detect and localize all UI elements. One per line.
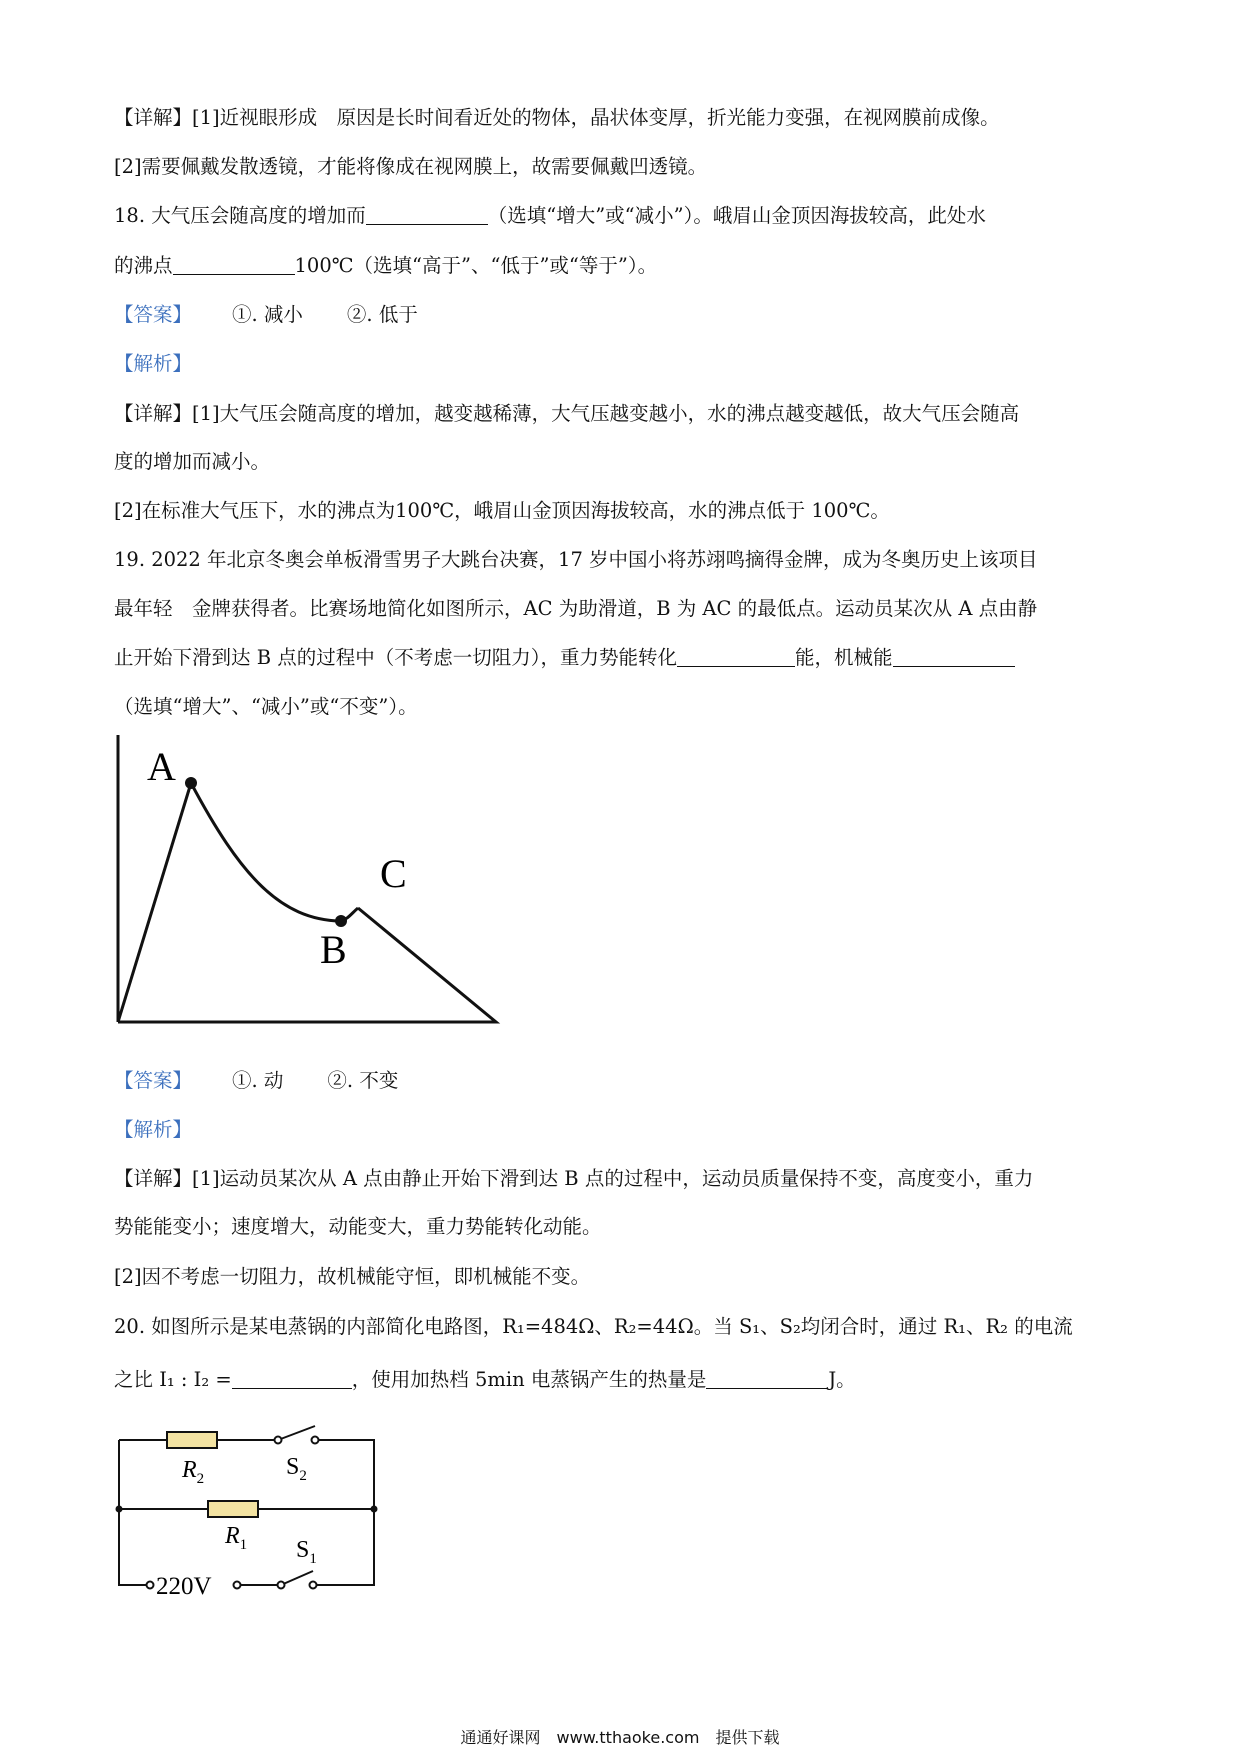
q19-answer (114, 1066, 398, 1096)
label-s2: $S_2$ (286, 1454, 307, 1484)
q18-question-line-1 (114, 201, 986, 231)
s1-contact-right (310, 1582, 317, 1589)
s2-contact-left (275, 1437, 282, 1444)
switch-s1-blade (281, 1571, 313, 1585)
q19-question-line-2: 最年轻 金牌获得者。比赛场地简化如图所示，AC 为助滑道，B 为 AC 的最低点。运动员某次从 A 点由静 (114, 597, 1038, 620)
ramp-curve (191, 783, 358, 921)
q17-detail-1: 【详解】[1]近视眼形成 原因是长时间看近处的物体，晶状体变厚，折光能力变强，在视网膜前成像。 (114, 106, 1000, 129)
q20-blank-1[interactable] (232, 1368, 352, 1389)
q19-question-line-4: （选填“增大”、“减小”或“不变”）。 (114, 695, 418, 718)
q20-text: ，使用加热档 5min 电蒸锅产生的热量是 (351, 1368, 707, 1391)
q18-blank-2[interactable] (173, 254, 295, 275)
q18-detail-2: [2]在标准大气压下，水的沸点为100℃，峨眉山金顶因海拔较高，水的沸点低于 100℃。 (114, 499, 890, 522)
analysis-tag: 【解析】 (114, 352, 193, 375)
q18-answer (114, 300, 418, 330)
answer-tag: 【答案】 (114, 303, 193, 326)
q18-answer-1: ①. 减小 (232, 303, 303, 326)
terminal-left (147, 1582, 154, 1589)
answer-tag: 【答案】 (114, 1069, 193, 1092)
q19-answer-1: ①. 动 (232, 1069, 284, 1092)
ski-slope-figure (100, 735, 520, 1045)
q19-text: 止开始下滑到达 B 点的过程中（不考虑一切阻力），重力势能转化 (114, 646, 677, 669)
q20-blank-2[interactable] (706, 1368, 828, 1389)
q20-question-line-2 (114, 1365, 856, 1395)
resistor-r2 (167, 1432, 217, 1448)
top-wire-right (315, 1440, 374, 1509)
q19-detail-1: 【详解】[1]运动员某次从 A 点由静止开始下滑到达 B 点的过程中，运动员质量保持不变，高度变小，重力 (114, 1167, 1034, 1190)
q19-blank-1[interactable] (677, 646, 795, 667)
slope-right-and-base (118, 908, 496, 1022)
q18-answer-2: ②. 低于 (346, 303, 418, 326)
q19-answer-2: ②. 不变 (327, 1069, 399, 1092)
q19-text: 能，机械能 (794, 646, 893, 669)
point-a-dot (185, 777, 197, 789)
slope-left-edge (118, 783, 191, 1022)
s1-contact-left (278, 1582, 285, 1589)
q18-text: 的沸点 (114, 254, 173, 277)
q20-text: J。 (828, 1368, 856, 1391)
q18-text: （选填“增大”或“减小”）。峨眉山金顶因海拔较高，此处水 (487, 204, 986, 227)
page-footer: 通通好课网 www.tthaoke.com 提供下载 (460, 1728, 780, 1747)
q19-question-line-1: 19. 2022 年北京冬奥会单板滑雪男子大跳台决赛，17 岁中国小将苏翊鸣摘得金牌，成为冬奥历史上该项目 (114, 548, 1038, 571)
label-a: A (147, 744, 176, 789)
q17-detail-2: [2]需要佩戴发散透镜，才能将像成在视网膜上，故需要佩戴凹透镜。 (114, 155, 708, 178)
analysis-tag: 【解析】 (114, 1118, 193, 1141)
q19-blank-2[interactable] (893, 646, 1015, 667)
left-wire (119, 1440, 146, 1585)
q19-question-line-3 (114, 643, 1015, 673)
q18-detail-1b: 度的增加而减小。 (114, 450, 271, 473)
label-r2: $R_2$ (182, 1457, 205, 1487)
label-r1: $R_1$ (225, 1523, 248, 1553)
right-wire (313, 1509, 374, 1585)
label-b: B (320, 927, 347, 972)
q18-blank-1[interactable] (366, 204, 488, 225)
circuit-diagram (110, 1418, 390, 1600)
label-c: C (380, 851, 407, 896)
resistor-r1 (208, 1501, 258, 1517)
junction-left (116, 1506, 123, 1513)
terminal-right (234, 1582, 241, 1589)
q18-text: 18. 大气压会随高度的增加而 (114, 204, 366, 227)
switch-s2-blade (278, 1426, 315, 1440)
q18-text: 100℃（选填“高于”、“低于”或“等于”）。 (294, 254, 658, 277)
s2-contact-right (312, 1437, 319, 1444)
label-voltage: 220V (156, 1573, 212, 1600)
q20-text: 之比 I₁ : I₂ = (114, 1368, 232, 1391)
q19-detail-2: [2]因不考虑一切阻力，故机械能守恒，即机械能不变。 (114, 1265, 591, 1288)
label-s1: $S_1$ (296, 1537, 317, 1567)
q18-detail-1: 【详解】[1]大气压会随高度的增加，越变越稀薄，大气压越变越小，水的沸点越变越低，故大气压会随高 (114, 402, 1020, 425)
q19-detail-1b: 势能能变小；速度增大，动能变大，重力势能转化动能。 (114, 1215, 602, 1238)
point-b-dot (335, 915, 347, 927)
q18-question-line-2 (114, 251, 657, 281)
q20-question-line-1: 20. 如图所示是某电蒸锅的内部简化电路图，R₁=484Ω、R₂=44Ω。当 S₁、S₂均闭合时，通过 R₁、R₂ 的电流 (114, 1315, 1073, 1338)
junction-right (371, 1506, 378, 1513)
